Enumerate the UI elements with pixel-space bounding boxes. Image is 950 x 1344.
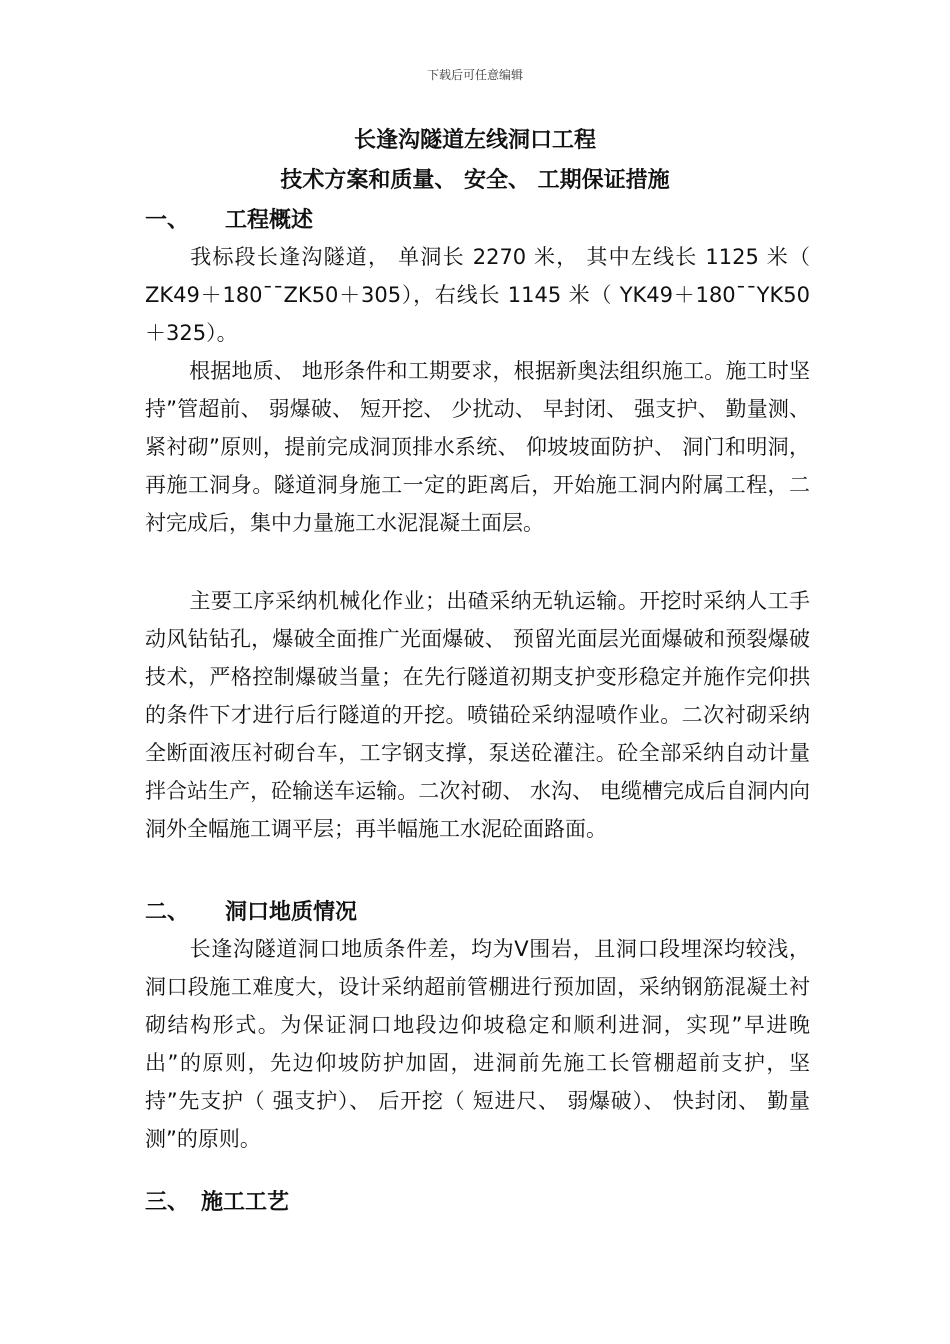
header-note: 下载后可任意编辑 xyxy=(426,68,523,82)
section-title: 洞口地质情况 xyxy=(225,900,358,925)
section-title: 施工工艺 xyxy=(201,1190,290,1215)
paragraph xyxy=(145,930,810,1158)
section-title: 工程概述 xyxy=(225,208,314,233)
paragraph xyxy=(145,352,810,542)
paragraph-text: 长逢沟隧道洞口地质条件差，均为Ⅴ围岩，且洞口段埋深均较浅，洞口段施工难度大，设计采纳超前管棚进行预加固，采纳钢筋混凝土衬砌结构形式。为保证洞口地段边仰坡稳定和顺利进洞，实现”早进晚出”的原则，先边仰坡防护加固，进洞前先施工长管棚超前支护，坚持”先支护（ 强支护）、 后开挖（ 短进尺、 弱爆破）、 快封闭、 勤量测”的原则。 xyxy=(145,937,810,1151)
document-subtitle: 技术方案和质量、 安全、 工期保证措施 xyxy=(280,168,670,193)
section-heading-1 xyxy=(145,203,313,234)
paragraph xyxy=(145,238,810,352)
paragraph-text: 根据地质、 地形条件和工期要求，根据新奥法组织施工。施工时坚持”管超前、 弱爆破、 短开挖、 少扰动、 早封闭、 强支护、 勤量测、 紧衬砌”原则，提前完成洞顶排水系统、 仰坡坡面防护、 洞门和明洞，再施工洞身。隧道洞身施工一定的距离后，开始施工洞内附属工程，二衬完成后，集中力量施工水泥混凝土面层。 xyxy=(145,359,810,535)
paragraph-text: 主要工序采纳机械化作业；出碴采纳无轨运输。开挖时采纳人工手动风钻钻孔，爆破全面推广光面爆破、 预留光面层光面爆破和预裂爆破技术，严格控制爆破当量；在先行隧道初期支护变形稳定并施作完仰拱的条件下才进行后行隧道的开挖。喷锚砼采纳湿喷作业。二次衬砌采纳全断面液压衬砌台车，工字钢支撑，泵送砼灌注。砼全部采纳自动计量拌合站生产，砼输送车运输。二次衬砌、 水沟、 电缆槽完成后自洞内向洞外全幅施工调平层；再半幅施工水泥砼面路面。 xyxy=(145,589,810,841)
section-heading-3 xyxy=(145,1185,289,1216)
section-heading-2 xyxy=(145,895,357,926)
section-number: 三、 xyxy=(145,1190,190,1215)
section-number: 一、 xyxy=(145,208,190,233)
paragraph xyxy=(145,582,810,848)
section-number: 二、 xyxy=(145,900,190,925)
paragraph-text: 我标段长逢沟隧道， 单洞长 2270 米， 其中左线长 1125 米（ ZK49＋180¯¯ZK50＋305），右线长 1145 米（ YK49＋180¯¯YK50＋325）。 xyxy=(145,245,810,345)
document-title: 长逢沟隧道左线洞口工程 xyxy=(353,128,596,153)
